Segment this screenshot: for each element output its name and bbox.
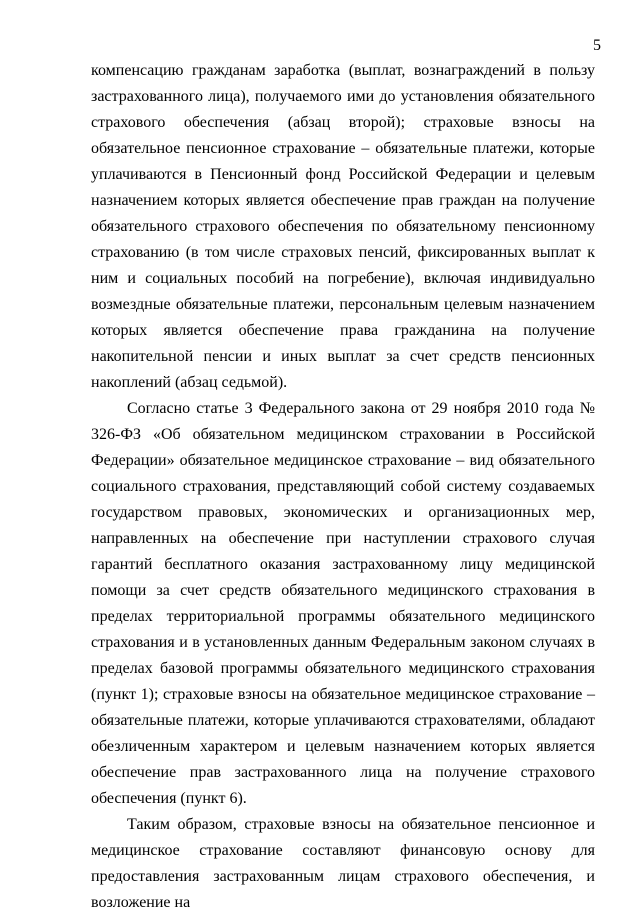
paragraph-conclusion: Таким образом, страховые взносы на обязательное пенсионное и медицинское страхование составляют финансовую основу для предоставления застрахованным лицам страхового обеспечения, и возложение на (91, 816, 595, 911)
page-number: 5 (593, 37, 601, 54)
paragraph-continuation: компенсацию гражданам заработка (выплат, вознаграждений в пользу застрахованного лица), получаемого ими до установления обязательного страхового обеспечения (абзац второй); страховые взносы на обязательное пенсионное страхование – обязательные платежи, которые уплачиваются в Пенсионный фонд Российской Федерации и целевым назначением которых является обеспечение прав граждан на получение обязательного страхового обеспечения по обязательному пенсионному страхованию (в том числе страховых пенсий, фиксированных выплат к ним и социальных пособий на погребение), включая индивидуально возмездные обязательные платежи, персональным целевым назначением которых является обеспечение права гражданина на получение накопительной пенсии и иных выплат за счет средств пенсионных накоплений (абзац седьмой). (91, 62, 595, 391)
document-body (91, 58, 595, 916)
paragraph-article-3: Согласно статье 3 Федерального закона от 29 ноября 2010 года № 326-ФЗ «Об обязательном медицинском страховании в Российской Федерации» обязательное медицинское страхование – вид обязательного социального страхования, представляющий собой систему создаваемых государством правовых, экономических и организационных мер, направленных на обеспечение при наступлении страхового случая гарантий бесплатного оказания застрахованному лицу медицинской помощи за счет средств обязательного медицинского страхования в пределах территориальной программы обязательного медицинского страхования и в установленных данным Федеральным законом случаях в пределах базовой программы обязательного медицинского страхования (пункт 1); страховые взносы на обязательное медицинское страхование – обязательные платежи, которые уплачиваются страхователями, обладают обезличенным характером и целевым назначением которых является обеспечение прав застрахованного лица на получение страхового обеспечения (пункт 6). (91, 400, 595, 807)
